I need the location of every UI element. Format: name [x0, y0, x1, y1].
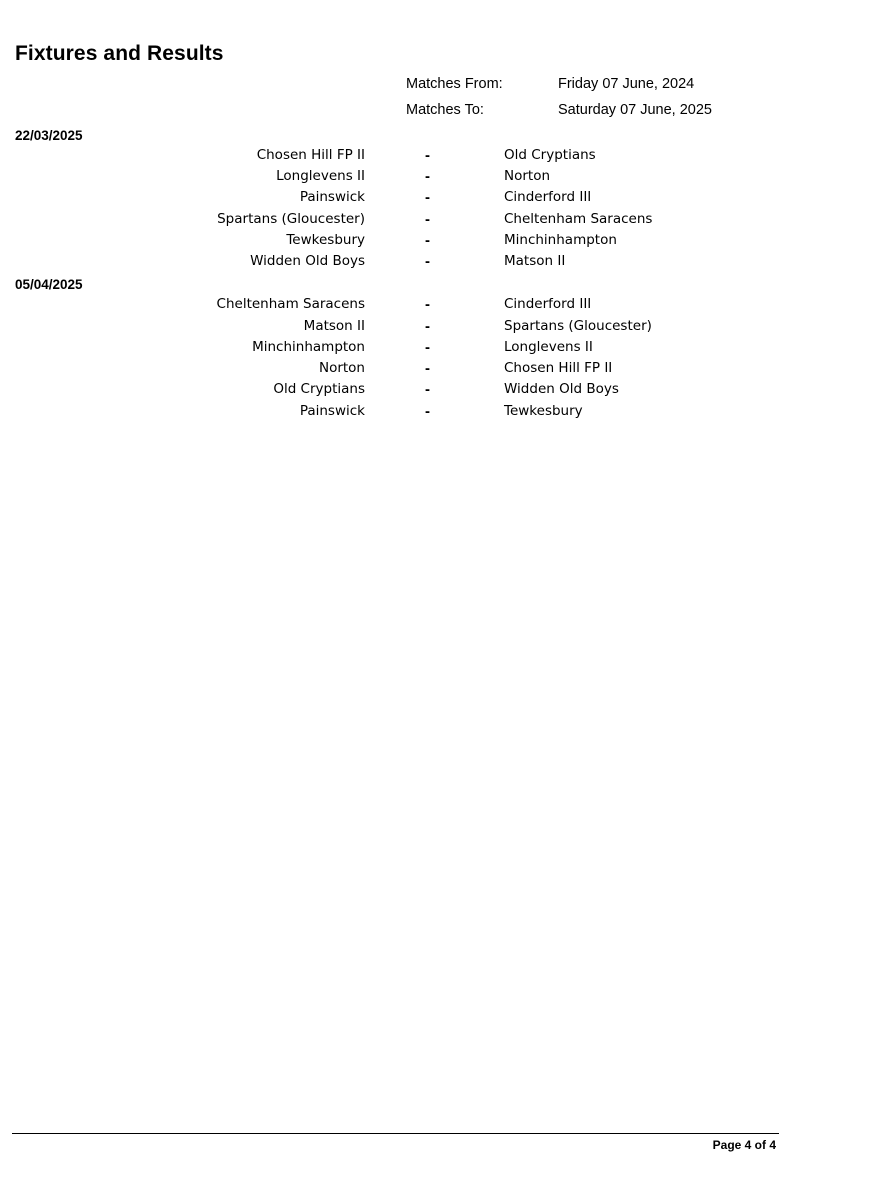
home-team: Longlevens II	[276, 168, 365, 184]
score-separator: -	[425, 381, 430, 398]
away-team: Old Cryptians	[504, 147, 596, 163]
home-team: Old Cryptians	[273, 381, 365, 397]
date-heading: 05/04/2025	[15, 277, 83, 292]
away-team: Minchinhampton	[504, 232, 617, 248]
fixture-row	[0, 360, 872, 380]
away-team: Chosen Hill FP II	[504, 360, 613, 376]
home-team: Widden Old Boys	[250, 253, 365, 269]
home-team: Painswick	[299, 189, 365, 205]
matches-to-label: Matches To:	[406, 102, 484, 118]
away-team: Norton	[504, 168, 551, 184]
score-separator: -	[425, 403, 430, 420]
away-team: Widden Old Boys	[504, 381, 619, 397]
score-separator: -	[425, 253, 430, 270]
score-separator: -	[425, 360, 430, 377]
score-separator: -	[425, 189, 430, 206]
score-separator: -	[425, 339, 430, 356]
score-separator: -	[425, 232, 430, 249]
fixture-row	[0, 403, 872, 423]
fixture-row	[0, 232, 872, 252]
away-team: Longlevens II	[504, 339, 593, 355]
fixture-row	[0, 253, 872, 273]
fixture-row	[0, 318, 872, 338]
away-team: Cinderford III	[504, 189, 592, 205]
score-separator: -	[425, 318, 430, 335]
matches-from-label: Matches From:	[406, 76, 503, 92]
away-team: Tewkesbury	[504, 403, 583, 419]
page-title: Fixtures and Results	[15, 42, 224, 65]
away-team: Cheltenham Saracens	[504, 211, 653, 227]
fixture-row	[0, 147, 872, 167]
fixture-row	[0, 339, 872, 359]
fixture-row	[0, 168, 872, 188]
page-number: Page 4 of 4	[712, 1138, 776, 1152]
home-team: Norton	[318, 360, 365, 376]
date-heading: 22/03/2025	[15, 128, 83, 143]
fixture-row	[0, 296, 872, 316]
score-separator: -	[425, 296, 430, 313]
score-separator: -	[425, 211, 430, 228]
matches-to-value: Saturday 07 June, 2025	[558, 102, 712, 118]
matches-from-row	[0, 76, 872, 96]
home-team: Minchinhampton	[252, 339, 365, 355]
home-team: Cheltenham Saracens	[216, 296, 365, 312]
away-team: Matson II	[504, 253, 566, 269]
home-team: Spartans (Gloucester)	[217, 211, 365, 227]
fixture-row	[0, 381, 872, 401]
matches-from-value: Friday 07 June, 2024	[558, 76, 695, 92]
away-team: Cinderford III	[504, 296, 592, 312]
home-team: Tewkesbury	[286, 232, 365, 248]
fixture-row	[0, 189, 872, 209]
home-team: Matson II	[303, 318, 365, 334]
fixture-row	[0, 211, 872, 231]
matches-to-row	[0, 102, 872, 122]
home-team: Painswick	[299, 403, 365, 419]
away-team: Spartans (Gloucester)	[504, 318, 652, 334]
home-team: Chosen Hill FP II	[256, 147, 365, 163]
score-separator: -	[425, 147, 430, 164]
footer-divider	[12, 1133, 779, 1134]
score-separator: -	[425, 168, 430, 185]
